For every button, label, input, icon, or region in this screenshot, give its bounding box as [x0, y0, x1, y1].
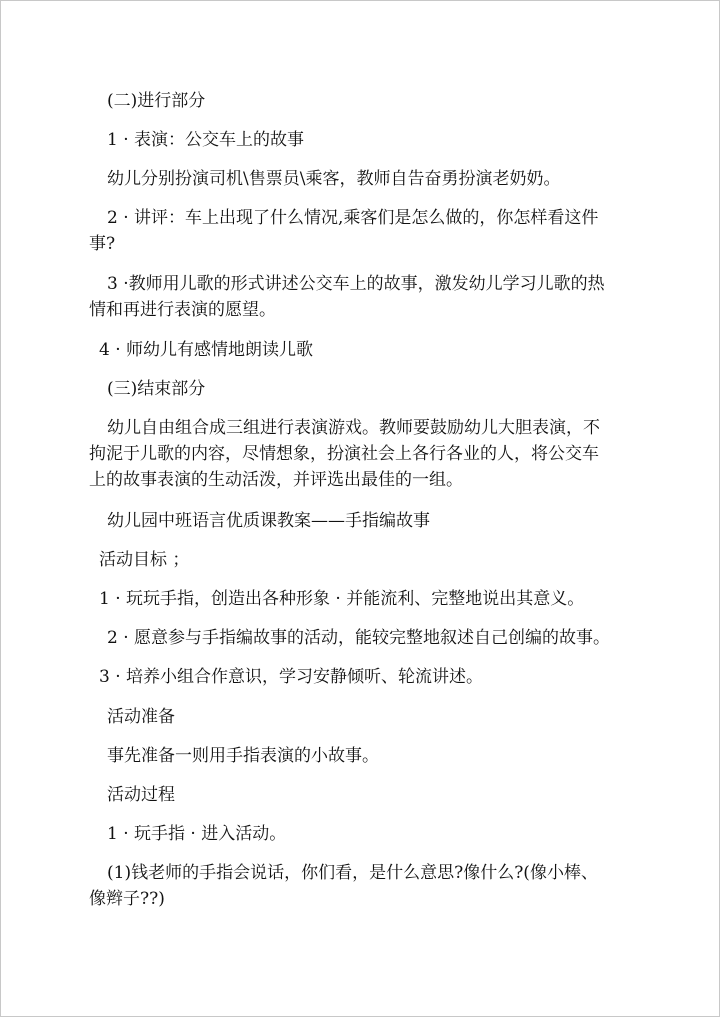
section-heading-3: (三)结束部分 [107, 379, 206, 399]
goals-heading: 活动目标 ； [99, 550, 190, 570]
paragraph-line: 幼儿自由组合成三组进行表演游戏。教师要鼓励幼儿大胆表演，不 [107, 418, 600, 438]
paragraph-line: 上的故事表演的生动活泼，并评选出最佳的一组。 [89, 470, 463, 490]
paragraph-line: (1)钱老师的手指会说话，你们看，是什么意思?像什么?(像小棒、 [107, 863, 598, 883]
preparation-heading: 活动准备 [107, 707, 175, 727]
paragraph-line: 幼儿分别扮演司机\售票员\乘客，教师自告奋勇扮演老奶奶。 [107, 169, 561, 189]
paragraph-line: 拘泥于儿歌的内容，尽情想象，扮演社会上各行各业的人，将公交车 [89, 444, 599, 464]
step-3-title: 3 ·教师用儿歌的形式讲述公交车上的故事，激发幼儿学习儿歌的热 [107, 274, 605, 294]
goal-item-3: 3 · 培养小组合作意识，学习安静倾听、轮流讲述。 [99, 667, 484, 687]
section-heading-2: (二)进行部分 [107, 91, 206, 111]
lesson-title: 幼儿园中班语言优质课教案——手指编故事 [107, 511, 430, 531]
paragraph-line: 情和再进行表演的愿望。 [89, 300, 276, 320]
goal-item-2: 2 · 愿意参与手指编故事的活动，能较完整地叙述自己创编的故事。 [107, 628, 611, 648]
paragraph-line: 事先准备一则用手指表演的小故事。 [107, 746, 379, 766]
goal-item-1: 1 · 玩玩手指，创造出各种形象 · 并能流利、完整地说出其意义。 [99, 589, 585, 609]
step-1-title: 1 · 表演：公交车上的故事 [107, 130, 305, 150]
process-step-1: 1 · 玩手指 · 进入活动。 [107, 824, 287, 844]
step-2-title: 2 · 讲评：车上出现了什么情况,乘客们是怎么做的，你怎样看这件 [107, 208, 599, 228]
step-4-title: 4 · 师幼儿有感情地朗读儿歌 [99, 340, 314, 360]
process-heading: 活动过程 [107, 785, 175, 805]
paragraph-line: 事? [89, 234, 116, 254]
paragraph-line: 像辫子??) [89, 889, 165, 909]
